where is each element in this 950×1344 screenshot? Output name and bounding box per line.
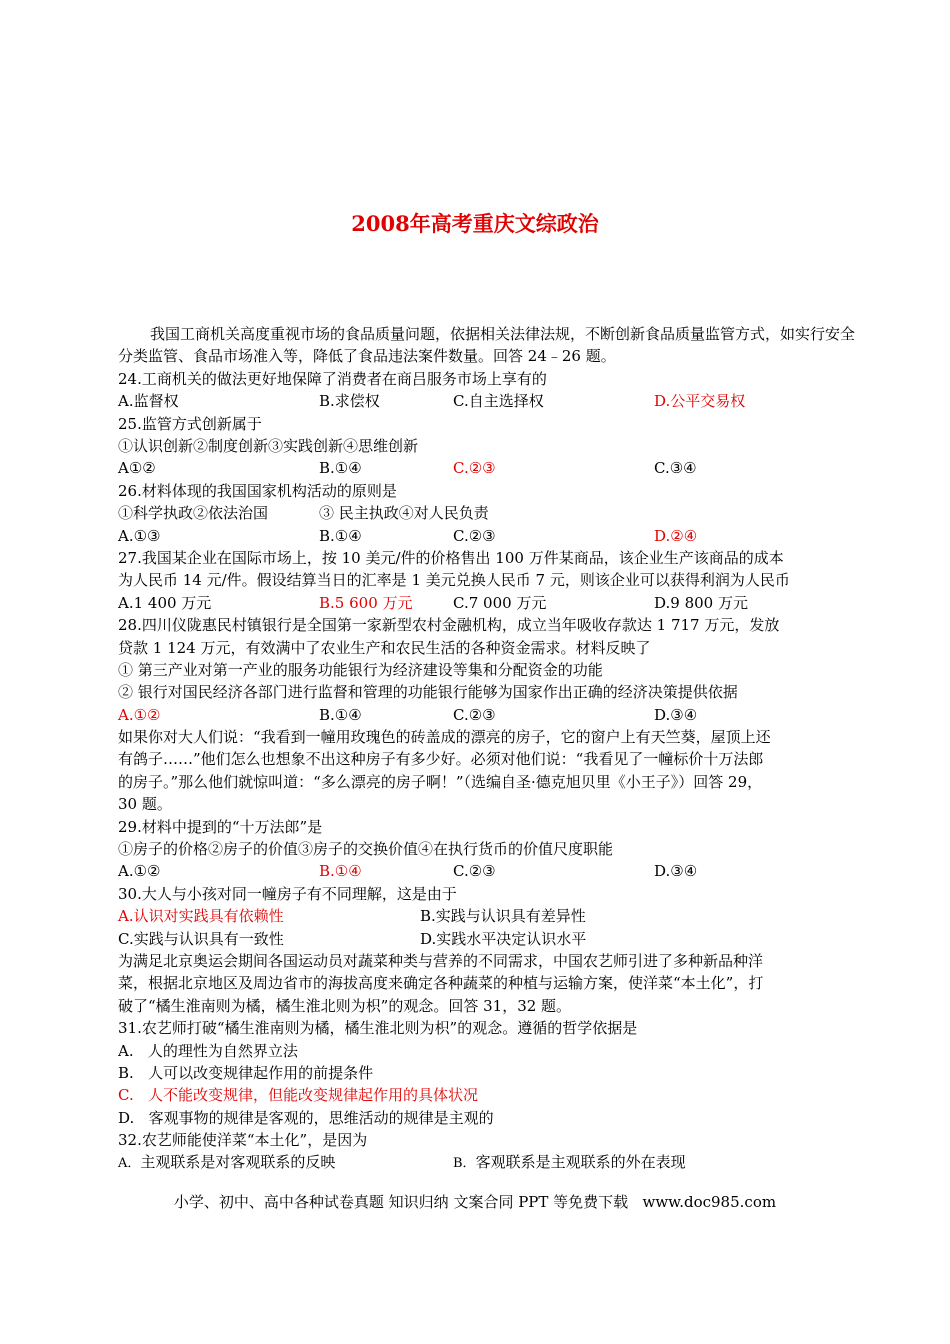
- q27-stem-line-1: 27.我国某企业在国际市场上，按 10 美元/件的价格售出 100 万件某商品，该企业生产该商品的成本: [118, 548, 784, 567]
- q25-items: ①认识创新②制度创新③实践创新④思维创新: [118, 436, 419, 455]
- q28-item-1: ① 第三产业对第一产业的服务功能银行为经济建设等集和分配资金的功能: [118, 660, 603, 679]
- q24-option-d-answer: D.公平交易权: [654, 392, 746, 411]
- q30-option-a-answer: A.认识对实践具有依赖性: [118, 907, 284, 926]
- q26-stem: 26.材料体现的我国国家机构活动的原则是: [118, 481, 397, 500]
- q26-option-c: C.②③: [453, 526, 496, 545]
- q29-option-d: D.③④: [654, 862, 698, 881]
- q32-stem: 32.农艺师能使洋菜“本土化”，是因为: [118, 1131, 368, 1150]
- intro-3-line-3: 破了“橘生淮南则为橘，橘生淮北则为枳”的观念。回答 31，32 题。: [118, 996, 572, 1015]
- q27-option-d: D.9 800 万元: [654, 593, 748, 612]
- q29-stem: 29.材料中提到的“十万法郎”是: [118, 817, 323, 836]
- q28-option-c: C.②③: [453, 705, 496, 724]
- q25-option-c-answer: C.②③: [453, 459, 496, 478]
- q28-option-b: B.①④: [319, 705, 362, 724]
- q24-option-a: A.监督权: [118, 392, 179, 411]
- q31-option-d: D. 客观事物的规律是客观的，思维活动的规律是主观的: [118, 1108, 494, 1127]
- q29-options: [118, 860, 863, 882]
- q30-option-d: D.实践水平决定认识水平: [420, 929, 587, 948]
- q25-option-d: C.③④: [654, 459, 697, 478]
- q28-stem-line-2: 贷款 1 124 万元，有效满中了农业生产和农民生活的各种资金需求。材料反映了: [118, 638, 651, 657]
- q31-option-a: A. 人的理性为自然界立法: [118, 1041, 298, 1060]
- q30-option-c: C.实践与认识具有一致性: [118, 929, 284, 948]
- q25-option-a: A①②: [118, 459, 156, 478]
- q28-option-a-answer: A.①②: [118, 705, 161, 724]
- q28-item-2: ② 银行对国民经济各部门进行监督和管理的功能银行能够为国家作出正确的经济决策提供依据: [118, 683, 738, 702]
- q28-options: [118, 704, 863, 726]
- q30-stem: 30.大人与小孩对同一幢房子有不同理解，这是由于: [118, 884, 457, 903]
- q32-option-a-text: 主观联系是对客观联系的反映: [140, 1153, 336, 1172]
- intro-2-line-2: 有鸽子……”他们怎么也想象不出这种房子有多少好。必须对他们说：“我看见了一幢标价十万法郎: [118, 750, 764, 769]
- q25-options: [118, 457, 863, 479]
- page-title: 2008年高考重庆文综政治: [351, 211, 599, 236]
- q26-items: [118, 502, 863, 524]
- q30-options-row-1: [118, 905, 863, 927]
- q24-options: [118, 390, 863, 412]
- q25-option-b: B.①④: [319, 459, 362, 478]
- q30-options-row-2: [118, 928, 863, 950]
- q26-items-right: ③ 民主执政④对人民负责: [319, 504, 489, 523]
- q28-option-d: D.③④: [654, 705, 698, 724]
- document-body: [118, 323, 863, 1174]
- q32-option-a-letter: A．: [118, 1156, 141, 1172]
- q32-option-b-text: 客观联系是主观联系的外在表现: [475, 1153, 686, 1172]
- q24-option-c: C.自主选择权: [453, 392, 544, 411]
- q32-options: [118, 1151, 863, 1173]
- q29-items: ①房子的价格②房子的价值③房子的交换价值④在执行货币的价值尺度职能: [118, 840, 614, 859]
- q27-option-c: C.7 000 万元: [453, 593, 547, 612]
- q31-option-b: B. 人可以改变规律起作用的前提条件: [118, 1063, 374, 1082]
- intro-2-line-1: 如果你对大人们说：“我看到一幢用玫瑰色的砖盖成的漂亮的房子，它的窗户上有天竺葵，屋顶上还: [118, 728, 771, 747]
- q27-stem-line-2: 为人民币 14 元/件。假设结算当日的汇率是 1 美元兑换人民币 7 元，则该企业可以获得利润为人民币: [118, 571, 790, 590]
- q32-option-b-letter: B．: [453, 1156, 476, 1172]
- q29-option-a: A.①②: [118, 862, 161, 881]
- intro-2-line-3: 的房子。”那么他们就惊叫道：“多么漂亮的房子啊！”（选编自圣·德克旭贝里《小王子》）回答 29，: [118, 772, 763, 791]
- q25-stem: 25.监管方式创新属于: [118, 414, 262, 433]
- intro-3-line-2: 菜，根据北京地区及周边省市的海拔高度来确定各种蔬菜的种植与运输方案，使洋菜“本土化”，打: [118, 974, 764, 993]
- q24-stem: 24.工商机关的做法更好地保障了消费者在商吕服务市场上享有的: [118, 369, 547, 388]
- q26-option-a: A.①③: [118, 526, 161, 545]
- q26-option-d-answer: D.②④: [654, 526, 698, 545]
- q30-option-b: B.实践与认识具有差异性: [420, 907, 586, 926]
- intro-3-line-1: 为满足北京奥运会期间各国运动员对蔬菜种类与营养的不同需求，中国农艺师引进了多种新品种洋: [118, 951, 764, 970]
- q26-options: [118, 525, 863, 547]
- q31-option-c-answer: C. 人不能改变规律，但能改变规律起作用的具体状况: [118, 1086, 479, 1105]
- intro-2-line-4: 30 题。: [118, 795, 172, 814]
- q31-stem: 31.农艺师打破“橘生淮南则为橘，橘生淮北则为枳”的观念。遵循的哲学依据是: [118, 1019, 638, 1038]
- footer-text: 小学、初中、高中各种试卷真题 知识归纳 文案合同 PPT 等免费下载 www.doc985.com: [173, 1193, 777, 1211]
- q24-option-b: B.求偿权: [319, 392, 380, 411]
- q29-option-b-answer: B.①④: [319, 862, 362, 881]
- q27-option-a: A.1 400 万元: [118, 593, 212, 612]
- q32-option-b: [453, 1151, 686, 1173]
- q27-option-b-answer: B.5 600 万元: [319, 593, 413, 612]
- intro-paragraph-1: 我国工商机关高度重视市场的食品质量问题，依据相关法律法规，不断创新食品质量监管方式，如实行安全分类监管、食品市场准入等，降低了食品违法案件数量。回答 24﹣26 题。: [118, 325, 856, 366]
- q26-option-b: B.①④: [319, 526, 362, 545]
- q29-option-c: C.②③: [453, 862, 496, 881]
- q26-items-left: ①科学执政②依法治国: [118, 504, 269, 523]
- q32-option-a: [118, 1151, 453, 1173]
- q28-stem-line-1: 28.四川仪陇惠民村镇银行是全国第一家新型农村金融机构，成立当年吸收存款达 1 717 万元，发放: [118, 616, 780, 635]
- q27-options: [118, 592, 863, 614]
